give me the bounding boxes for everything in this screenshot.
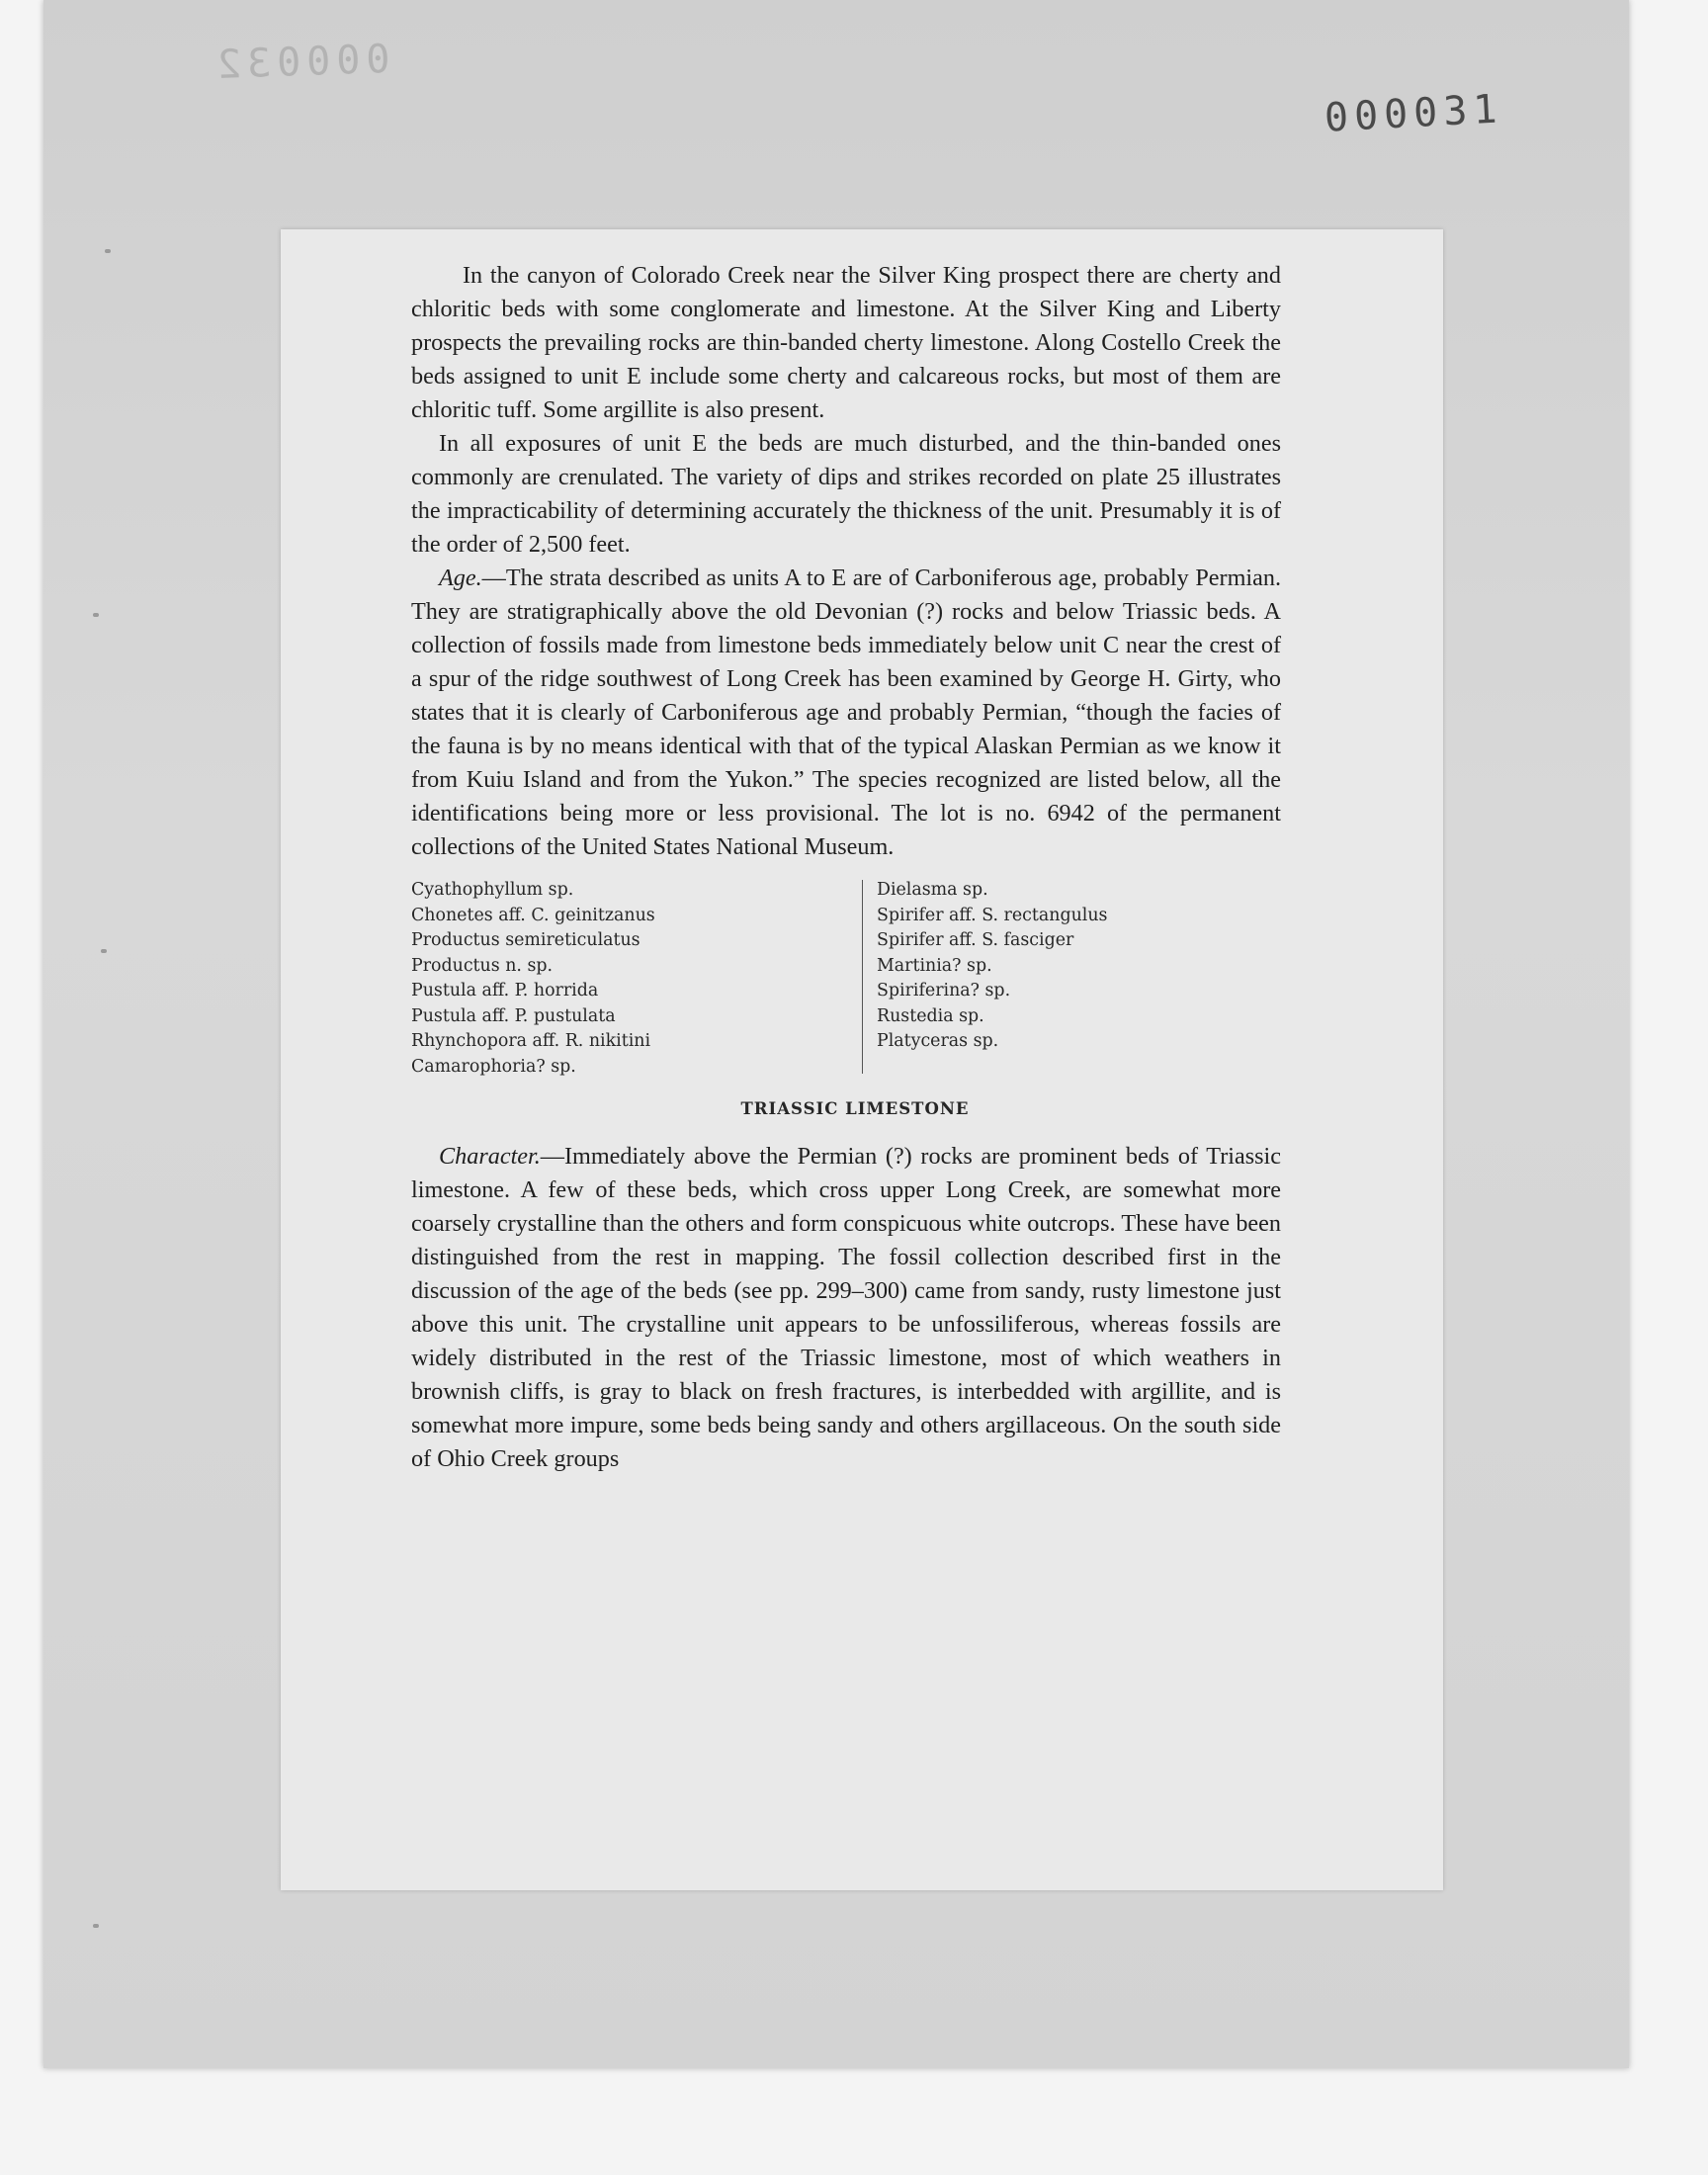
fossil-item: Rhynchopora aff. R. nikitini xyxy=(411,1031,651,1051)
mirrored-page-number-stamp: 000032 xyxy=(211,36,391,89)
fossil-column-left xyxy=(411,878,862,1080)
paragraph-unit-e-exposures: In all exposures of unit E the beds are much disturbed, and the thin-banded ones commonly are crenulated. The variety of dips and strikes recorded on plate 25 illustrates the impracticability of determining accurately the thickness of the unit. Presumably it is of the order of 2,500 feet. xyxy=(411,430,1281,558)
scan-speck xyxy=(101,949,107,953)
fossil-item: Productus semireticulatus xyxy=(411,930,640,950)
document-page xyxy=(281,229,1443,1890)
paragraph-colorado-creek: In the canyon of Colorado Creek near the Silver King prospect there are cherty and chloritic beds with some conglomerate and limestone. At the Silver King and Liberty prospects the prevailing rocks are thin-banded cherty limestone. Along Costello Creek the beds assigned to unit E include some cherty and calcareous rocks, but most of them are chloritic tuff. Some argillite is also present. xyxy=(411,262,1281,423)
fossil-item: Spiriferina? sp. xyxy=(877,981,1011,1000)
fossil-item: Platyceras sp. xyxy=(877,1031,999,1051)
scan-speck xyxy=(93,613,99,617)
fossil-item: Pustula aff. P. horrida xyxy=(411,981,599,1000)
section-heading: TRIASSIC LIMESTONE xyxy=(740,1099,970,1118)
scanned-sheet xyxy=(43,0,1629,2068)
fossil-item: Cyathophyllum sp. xyxy=(411,880,574,900)
page-content xyxy=(411,259,1281,1476)
fossil-item: Productus n. sp. xyxy=(411,955,554,976)
scan-speck xyxy=(93,1924,99,1928)
fossil-item: Chonetes aff. C. geinitzanus xyxy=(411,905,655,925)
fossil-item: Martinia? sp. xyxy=(877,955,992,976)
fossil-item: Spirifer aff. S. rectangulus xyxy=(877,905,1108,925)
age-lead: Age. xyxy=(439,565,482,591)
page-number-stamp: 000031 xyxy=(1323,86,1504,141)
paragraph-age: Age.—The strata described as units A to E are of Carboniferous age, probably Permian. They are stratigraphically above the old Devonian (?) rocks and below Triassic beds. A collection of fossils made from limestone beds immediately below unit C near the crest of a spur of the ridge southwest of Long Creek has been examined by George H. Girty, who states that it is clearly of Carboniferous age and probably Permian, “though the facies of the fauna is by no means identical with that of the typical Alaskan Permian as we know it from Kuiu Island and from the Yukon.” The species recognized are listed below, all the identifications being more or less provisional. The lot is no. 6942 of the permanent collections of the United States National Museum. xyxy=(411,565,1281,860)
fossil-item: Spirifer aff. S. fasciger xyxy=(877,930,1074,950)
fossil-species-list xyxy=(411,878,1281,1080)
character-lead: Character. xyxy=(439,1143,541,1170)
fossil-column-right xyxy=(863,878,1107,1080)
fossil-item: Pustula aff. P. pustulata xyxy=(411,1005,616,1026)
scan-speck xyxy=(105,249,111,253)
fossil-item: Rustedia sp. xyxy=(877,1005,984,1026)
fossil-item: Camarophoria? sp. xyxy=(411,1056,576,1077)
fossil-item: Dielasma sp. xyxy=(877,880,988,900)
paragraph-character: Character.—Immediately above the Permian (?) rocks are prominent beds of Triassic limestone. A few of these beds, which cross upper Long Creek, are somewhat more coarsely crystalline than the others and form conspicuous white outcrops. These have been distinguished from the rest in mapping. The fossil collection described first in the discussion of the age of the beds (see pp. 299–300) came from sandy, rusty limestone just above this unit. The crystalline unit appears to be unfossiliferous, whereas fossils are widely distributed in the rest of the Triassic limestone, most of which weathers in brownish cliffs, is gray to black on fresh fractures, is interbedded with argillite, and is somewhat more impure, some beds being sandy and others argillaceous. On the south side of Ohio Creek groups xyxy=(411,1143,1281,1472)
